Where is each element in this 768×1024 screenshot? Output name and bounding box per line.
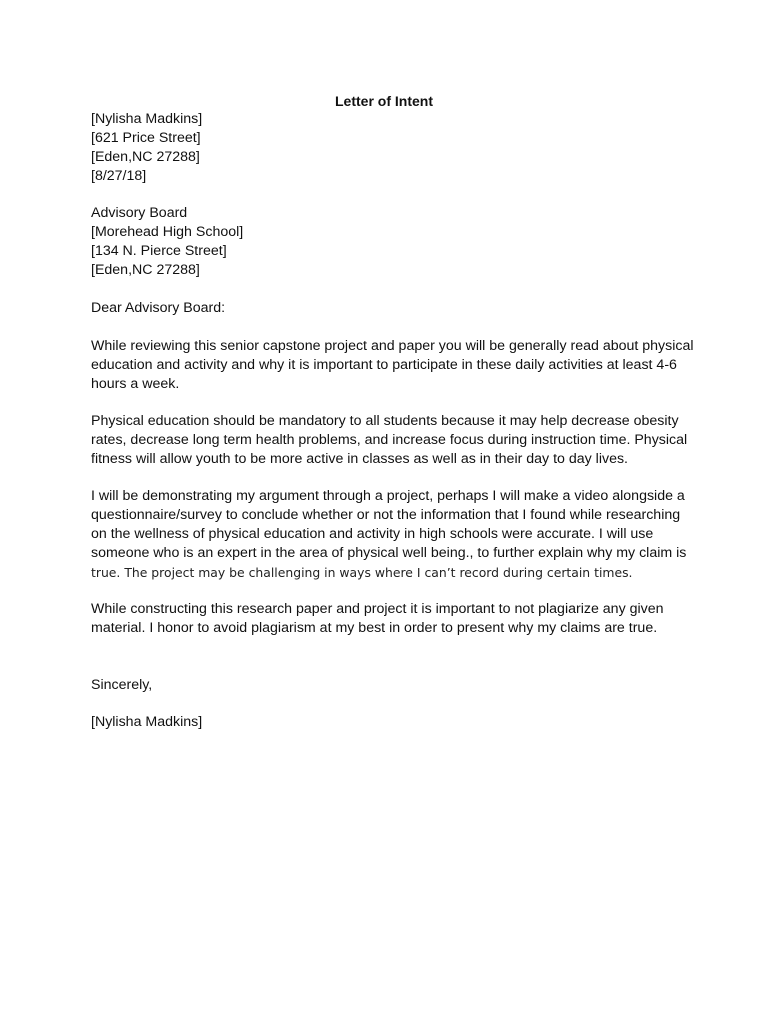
paragraph-fragment: The project may be challenging in ways where I can’t record during certain times. (120, 565, 633, 580)
paragraph-fragment: true. (91, 565, 121, 580)
paragraph-project (91, 487, 691, 583)
paragraph-line: Physical education should be mandatory to all students because it may help decrease obesity (91, 413, 679, 429)
paragraph-line: I will be demonstrating my argument through a project, perhaps I will make a video alongside a (91, 488, 685, 504)
paragraph-line: hours a week. (91, 376, 180, 392)
paragraph-plagiarism (91, 600, 691, 638)
sender-city: [Eden,NC 27288] (91, 149, 200, 165)
paragraph-line: material. I honor to avoid plagiarism at my best in order to present why my claims are true. (91, 620, 658, 636)
paragraph-purpose (91, 337, 694, 394)
letter-title: Letter of Intent (335, 93, 433, 109)
paragraph-line: education and activity and why it is important to participate in these daily activities at least 4-6 (91, 357, 677, 373)
paragraph-line: While constructing this research paper and project it is important to not plagiarize any given (91, 601, 664, 617)
paragraph-line-mixed (91, 563, 691, 583)
salutation: Dear Advisory Board: (91, 300, 226, 316)
paragraph-line: fitness will allow youth to be more active in classes as well as in their day to day lives. (91, 451, 628, 467)
recipient-city: [Eden,NC 27288] (91, 262, 200, 278)
recipient-title: Advisory Board (91, 205, 188, 221)
recipient-street: [134 N. Pierce Street] (91, 243, 227, 259)
paragraph-argument (91, 412, 691, 469)
paragraph-line: on the wellness of physical education and activity in high schools were accurate. I will use (91, 526, 654, 542)
recipient-address (91, 204, 691, 280)
paragraph-line: someone who is an expert in the area of physical well being., to further explain why my claim is (91, 545, 687, 561)
sender-street: [621 Price Street] (91, 130, 201, 146)
recipient-school: [Morehead High School] (91, 224, 244, 240)
paragraph-line: While reviewing this senior capstone project and paper you will be generally read about physical (91, 338, 694, 354)
letter-date: [8/27/18] (91, 168, 147, 184)
paragraph-line: rates, decrease long term health problems, and increase focus during instruction time. Physical (91, 432, 688, 448)
closing: Sincerely, (91, 677, 153, 693)
signature: [Nylisha Madkins] (91, 714, 203, 730)
paragraph-line: questionnaire/survey to conclude whether or not the information that I found while researching (91, 507, 681, 523)
sender-address (91, 110, 691, 186)
sender-name: [Nylisha Madkins] (91, 111, 203, 127)
